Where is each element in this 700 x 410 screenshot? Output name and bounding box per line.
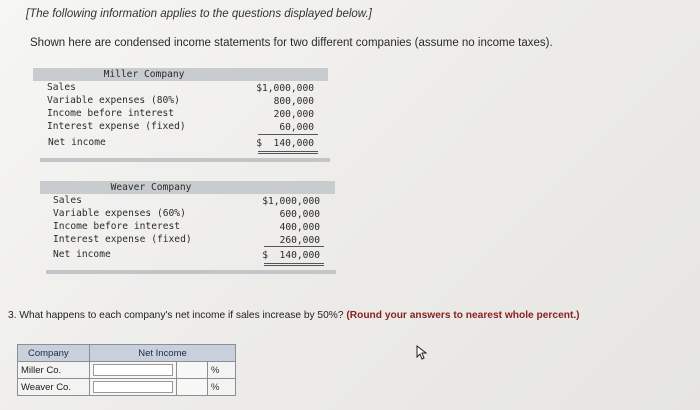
miller-row-label: Sales	[47, 82, 76, 93]
weaver-row-label: Net income	[53, 249, 111, 260]
answer-row-weaver	[18, 379, 236, 396]
weaver-row-label: Interest expense (fixed)	[53, 234, 192, 245]
weaver-footer-band	[46, 270, 336, 274]
weaver-net-income-input[interactable]	[90, 379, 177, 396]
weaver-row-amount: $1,000,000	[262, 196, 320, 207]
weaver-row-amount: 600,000	[279, 209, 320, 220]
miller-input-spacer	[177, 362, 208, 379]
answer-header-row	[18, 345, 236, 362]
weaver-row-amount: $ 140,000	[262, 250, 320, 261]
miller-row-label: Net income	[48, 137, 106, 148]
miller-subtotal-rule	[258, 134, 318, 135]
problem-statement: Shown here are condensed income statements for two different companies (assume no income taxes).	[30, 37, 553, 49]
weaver-row-amount: 400,000	[279, 222, 320, 233]
miller-header-right	[255, 68, 328, 81]
miller-row-label: Interest expense (fixed)	[47, 121, 186, 132]
weaver-title: Weaver Company	[110, 182, 192, 193]
miller-percent-unit: %	[208, 362, 236, 379]
weaver-row-amount: 260,000	[279, 235, 320, 246]
miller-net-income-input[interactable]	[90, 362, 177, 379]
question-prompt: 3. What happens to each company's net income if sales increase by 50%?	[8, 310, 344, 321]
miller-footer-band	[40, 158, 330, 162]
miller-total-rule	[258, 151, 318, 152]
miller-row-label: Variable expenses (80%)	[47, 95, 180, 106]
miller-row-amount: 200,000	[273, 109, 314, 120]
weaver-subtotal-rule	[264, 246, 324, 247]
weaver-total-rule	[264, 263, 324, 264]
weaver-total-rule	[264, 265, 324, 266]
weaver-row-label: Income before interest	[53, 221, 181, 232]
miller-row-amount: 60,000	[279, 122, 314, 133]
weaver-row-label: Sales	[53, 195, 82, 206]
intro-note: [The following information applies to the questions displayed below.]	[26, 8, 372, 20]
miller-row-amount: $1,000,000	[256, 83, 314, 94]
miller-title: Miller Company	[103, 69, 185, 80]
col-net-income-header: Net Income	[90, 345, 236, 362]
answer-row-miller	[18, 362, 236, 379]
miller-input-box[interactable]	[93, 364, 173, 376]
row-label-miller: Miller Co.	[18, 362, 90, 379]
question-instruction: (Round your answers to nearest whole percent.)	[346, 310, 580, 321]
weaver-input-box[interactable]	[93, 381, 173, 393]
weaver-row-label: Variable expenses (60%)	[53, 208, 186, 219]
miller-header	[33, 68, 255, 81]
weaver-header-right	[262, 181, 335, 194]
question-text	[8, 310, 580, 321]
weaver-input-spacer	[177, 379, 208, 396]
row-label-weaver: Weaver Co.	[18, 379, 90, 396]
mouse-pointer-icon	[416, 345, 427, 365]
weaver-percent-unit: %	[208, 379, 236, 396]
answer-table	[17, 344, 236, 396]
miller-row-label: Income before interest	[47, 108, 175, 119]
miller-row-amount: 800,000	[273, 96, 314, 107]
weaver-header	[40, 181, 262, 194]
miller-total-rule	[258, 153, 318, 154]
col-company-header: Company	[18, 345, 90, 362]
miller-row-amount: $ 140,000	[256, 138, 314, 149]
